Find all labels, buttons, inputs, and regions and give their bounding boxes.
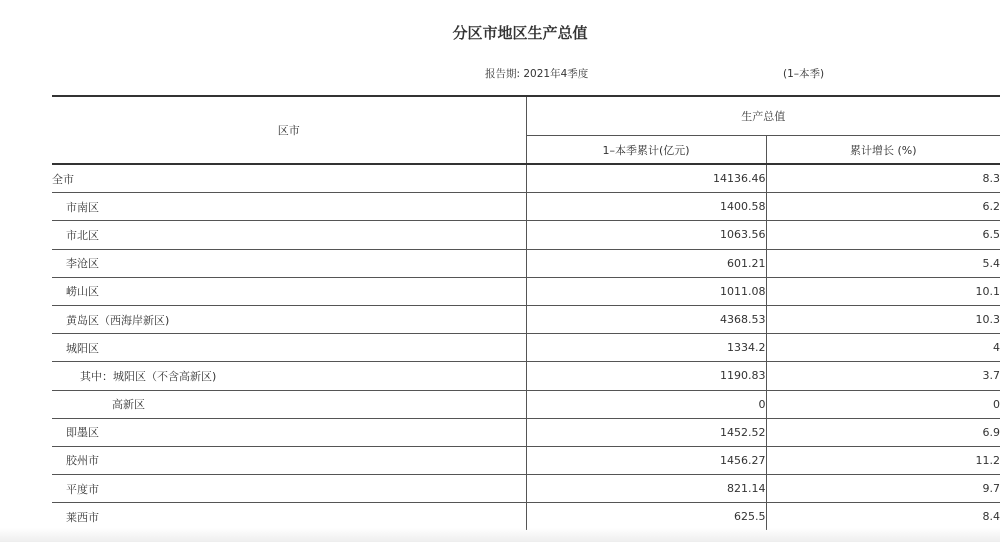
table-row [52,305,1000,333]
table-header [52,96,1000,164]
growth-value: 4 [766,334,1000,362]
table-row [52,418,1000,446]
region-name: 市南区 [52,193,526,221]
cumulative-value: 1190.83 [526,362,766,390]
growth-value: 6.5 [766,221,1000,249]
table-row [52,221,1000,249]
table-row [52,334,1000,362]
table-row [52,164,1000,193]
cumulative-value: 14136.46 [526,164,766,193]
table-body [52,164,1000,530]
region-name: 市北区 [52,221,526,249]
region-name: 即墨区 [52,418,526,446]
growth-column-header: 累计增长 (%) [849,143,917,157]
region-name: 高新区 [52,390,526,418]
table-row [52,249,1000,277]
cumulative-value: 0 [526,390,766,418]
growth-value: 0 [766,390,1000,418]
region-name: 全市 [52,164,526,193]
report-period-range: (1–本季) [783,68,825,80]
growth-value: 8.4 [982,510,1000,524]
region-name: 黄岛区（西海岸新区) [52,305,526,333]
table-row [52,277,1000,305]
cumulative-column-header: 1–本季累计(亿元) [526,136,766,165]
table-row [52,193,1000,221]
growth-value: 10.1 [766,277,1000,305]
region-name: 莱西市 [52,503,526,531]
growth-value: 6.9 [766,418,1000,446]
growth-value: 8.3 [766,164,1000,193]
table-row [52,475,1000,503]
report-period-label: 报告期: 2021年4季度 [485,68,589,80]
gdp-table [52,95,1000,530]
table-row [52,362,1000,390]
page-title: 分区市地区生产总值 [452,24,588,42]
growth-value: 11.2 [766,446,1000,474]
cumulative-value: 4368.53 [526,305,766,333]
growth-value: 3.7 [766,362,1000,390]
growth-value: 6.2 [766,193,1000,221]
bottom-shadow [0,528,1000,542]
table-row [52,503,1000,531]
region-column-header: 区市 [52,96,526,164]
gdp-column-header: 生产总值 [526,96,1000,136]
region-name: 其中：城阳区（不含高新区) [52,362,526,390]
cumulative-value: 1400.58 [526,193,766,221]
cumulative-value: 601.21 [526,249,766,277]
table-row [52,390,1000,418]
cumulative-value: 1334.2 [526,334,766,362]
region-name: 城阳区 [52,334,526,362]
cumulative-value: 1011.08 [526,277,766,305]
cumulative-value: 1452.52 [526,418,766,446]
cumulative-value: 1063.56 [526,221,766,249]
cumulative-value: 1456.27 [526,446,766,474]
table-row [52,446,1000,474]
growth-value: 5.4 [766,249,1000,277]
cumulative-value: 821.14 [526,475,766,503]
region-name: 李沧区 [52,249,526,277]
region-name: 崂山区 [52,277,526,305]
region-name: 胶州市 [52,446,526,474]
region-name: 平度市 [52,475,526,503]
growth-value: 9.7 [766,475,1000,503]
cumulative-value: 625.5 [526,503,766,531]
growth-value: 10.3 [766,305,1000,333]
